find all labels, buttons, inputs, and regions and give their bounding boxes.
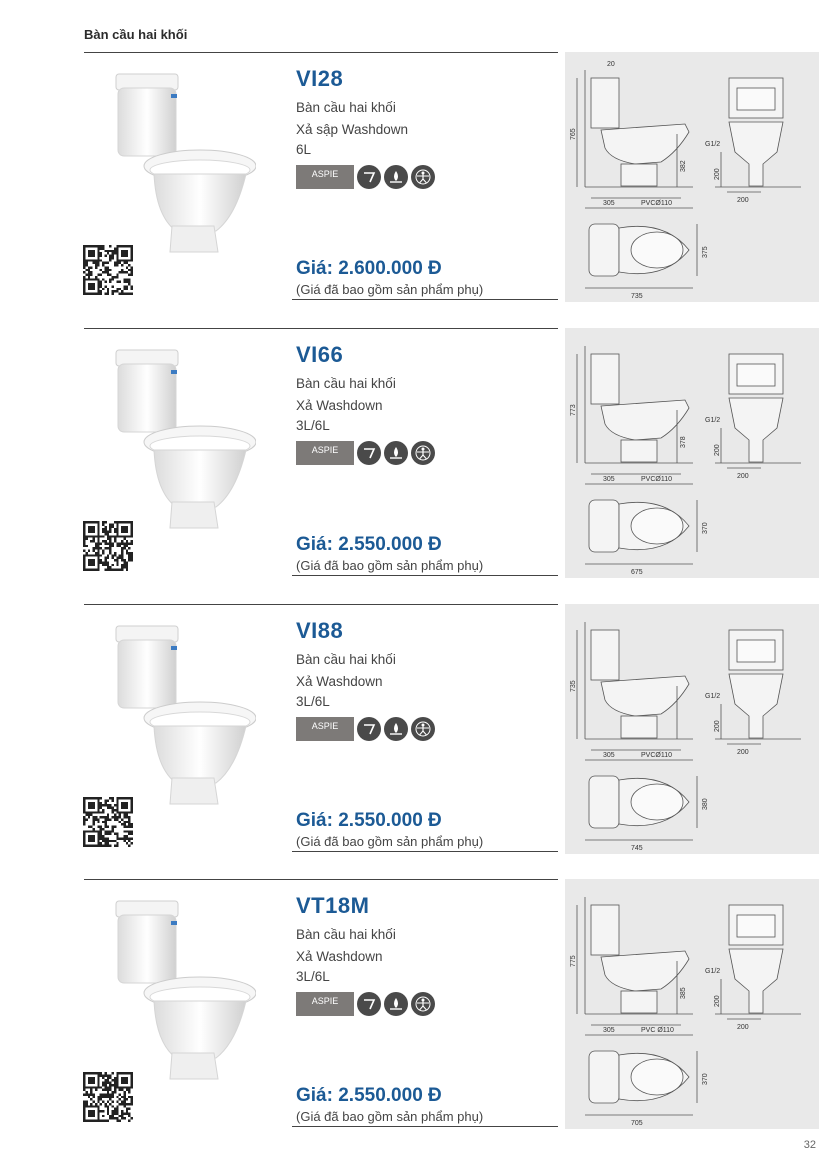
product-type: Bàn cầu hai khối — [296, 927, 396, 942]
svg-text:G1/2: G1/2 — [705, 693, 721, 700]
technical-drawing — [565, 52, 819, 302]
product-type: Bàn cầu hai khối — [296, 100, 396, 115]
qr-code[interactable] — [83, 1072, 133, 1122]
svg-text:378: 378 — [680, 436, 687, 448]
water-saving-icon — [384, 441, 408, 465]
price-note: (Giá đã bao gồm sản phẩm phụ) — [296, 282, 484, 297]
svg-text:200: 200 — [737, 1024, 749, 1031]
certification-icons — [296, 164, 435, 190]
product-card — [0, 879, 836, 1155]
qr-code[interactable] — [83, 245, 133, 295]
svg-text:200: 200 — [714, 168, 721, 180]
svg-text:675: 675 — [631, 569, 643, 576]
svg-text:200: 200 — [737, 749, 749, 756]
flush-volume: 3L/6L — [296, 969, 330, 984]
price: Giá: 2.550.000 Đ — [296, 534, 442, 555]
flush-type: Xả sập Washdown — [296, 122, 409, 137]
svg-text:382: 382 — [680, 160, 687, 172]
aspire-label: ASPIE — [311, 995, 339, 1006]
technical-drawing — [565, 604, 819, 854]
svg-text:200: 200 — [737, 197, 749, 204]
svg-text:773: 773 — [570, 404, 577, 416]
price-note: (Giá đã bao gồm sản phẩm phụ) — [296, 558, 484, 573]
price-note: (Giá đã bao gồm sản phẩm phụ) — [296, 1109, 484, 1124]
svg-text:305: 305 — [603, 1027, 615, 1034]
product-photo — [96, 893, 256, 1083]
svg-text:385: 385 — [680, 987, 687, 999]
product-photo — [96, 342, 256, 532]
aspire-label: ASPIE — [311, 168, 339, 179]
aspire-logo — [296, 717, 354, 741]
water-saving-icon — [384, 165, 408, 189]
svg-text:305: 305 — [603, 200, 615, 207]
flush-volume: 3L/6L — [296, 418, 330, 433]
water-saving-icon — [384, 992, 408, 1016]
model-name: VI66 — [296, 342, 344, 367]
product-type: Bàn cầu hai khối — [296, 652, 396, 667]
technical-drawing — [565, 879, 819, 1129]
svg-text:370: 370 — [702, 1073, 709, 1085]
svg-text:200: 200 — [714, 444, 721, 456]
product-photo — [96, 618, 256, 808]
flush-volume: 3L/6L — [296, 694, 330, 709]
price-note: (Giá đã bao gồm sản phẩm phụ) — [296, 834, 484, 849]
aspire-logo — [296, 165, 354, 189]
price: Giá: 2.550.000 Đ — [296, 810, 442, 831]
svg-text:705: 705 — [631, 1120, 643, 1127]
vitruvian-man-icon — [411, 441, 435, 465]
product-card — [0, 328, 836, 604]
svg-text:PVC Ø110: PVC Ø110 — [641, 1027, 674, 1034]
washdown-flush-icon — [357, 165, 381, 189]
product-type: Bàn cầu hai khối — [296, 376, 396, 391]
divider — [292, 575, 558, 576]
svg-text:775: 775 — [570, 955, 577, 967]
model-name: VI88 — [296, 618, 344, 643]
svg-text:735: 735 — [570, 680, 577, 692]
flush-volume: 6L — [296, 142, 312, 157]
certification-icons — [296, 440, 435, 466]
svg-text:PVCØ110: PVCØ110 — [641, 200, 672, 207]
model-name: VT18M — [296, 893, 370, 918]
divider — [84, 52, 558, 53]
flush-type: Xả Washdown — [296, 674, 383, 689]
washdown-flush-icon — [357, 717, 381, 741]
svg-text:20: 20 — [607, 61, 615, 68]
svg-text:G1/2: G1/2 — [705, 417, 721, 424]
divider — [84, 604, 558, 605]
divider — [292, 1126, 558, 1127]
page-number: 32 — [803, 1139, 816, 1151]
product-card — [0, 52, 836, 328]
price: Giá: 2.600.000 Đ — [296, 258, 442, 279]
aspire-label: ASPIE — [311, 444, 339, 455]
svg-text:745: 745 — [631, 845, 643, 852]
divider — [84, 328, 558, 329]
washdown-flush-icon — [357, 441, 381, 465]
model-name: VI28 — [296, 66, 344, 91]
svg-text:200: 200 — [714, 720, 721, 732]
price: Giá: 2.550.000 Đ — [296, 1085, 442, 1106]
product-card — [0, 604, 836, 880]
flush-type: Xả Washdown — [296, 949, 383, 964]
svg-text:PVCØ110: PVCØ110 — [641, 476, 672, 483]
svg-text:375: 375 — [702, 246, 709, 258]
qr-code[interactable] — [83, 521, 133, 571]
aspire-label: ASPIE — [311, 720, 339, 731]
svg-text:PVCØ110: PVCØ110 — [641, 752, 672, 759]
divider — [292, 299, 558, 300]
svg-text:765: 765 — [570, 128, 577, 140]
svg-text:200: 200 — [714, 995, 721, 1007]
svg-text:305: 305 — [603, 752, 615, 759]
section-title: Bàn cầu hai khối — [84, 27, 188, 42]
svg-text:735: 735 — [631, 293, 643, 300]
washdown-flush-icon — [357, 992, 381, 1016]
technical-drawing — [565, 328, 819, 578]
divider — [292, 851, 558, 852]
svg-text:305: 305 — [603, 476, 615, 483]
aspire-logo — [296, 441, 354, 465]
certification-icons — [296, 991, 435, 1017]
svg-text:380: 380 — [702, 798, 709, 810]
svg-text:200: 200 — [737, 473, 749, 480]
qr-code[interactable] — [83, 797, 133, 847]
divider — [84, 879, 558, 880]
svg-text:G1/2: G1/2 — [705, 141, 721, 148]
flush-type: Xả Washdown — [296, 398, 383, 413]
svg-text:370: 370 — [702, 522, 709, 534]
vitruvian-man-icon — [411, 992, 435, 1016]
water-saving-icon — [384, 717, 408, 741]
svg-text:G1/2: G1/2 — [705, 968, 721, 975]
vitruvian-man-icon — [411, 717, 435, 741]
certification-icons — [296, 716, 435, 742]
aspire-logo — [296, 992, 354, 1016]
vitruvian-man-icon — [411, 165, 435, 189]
product-photo — [96, 66, 256, 256]
